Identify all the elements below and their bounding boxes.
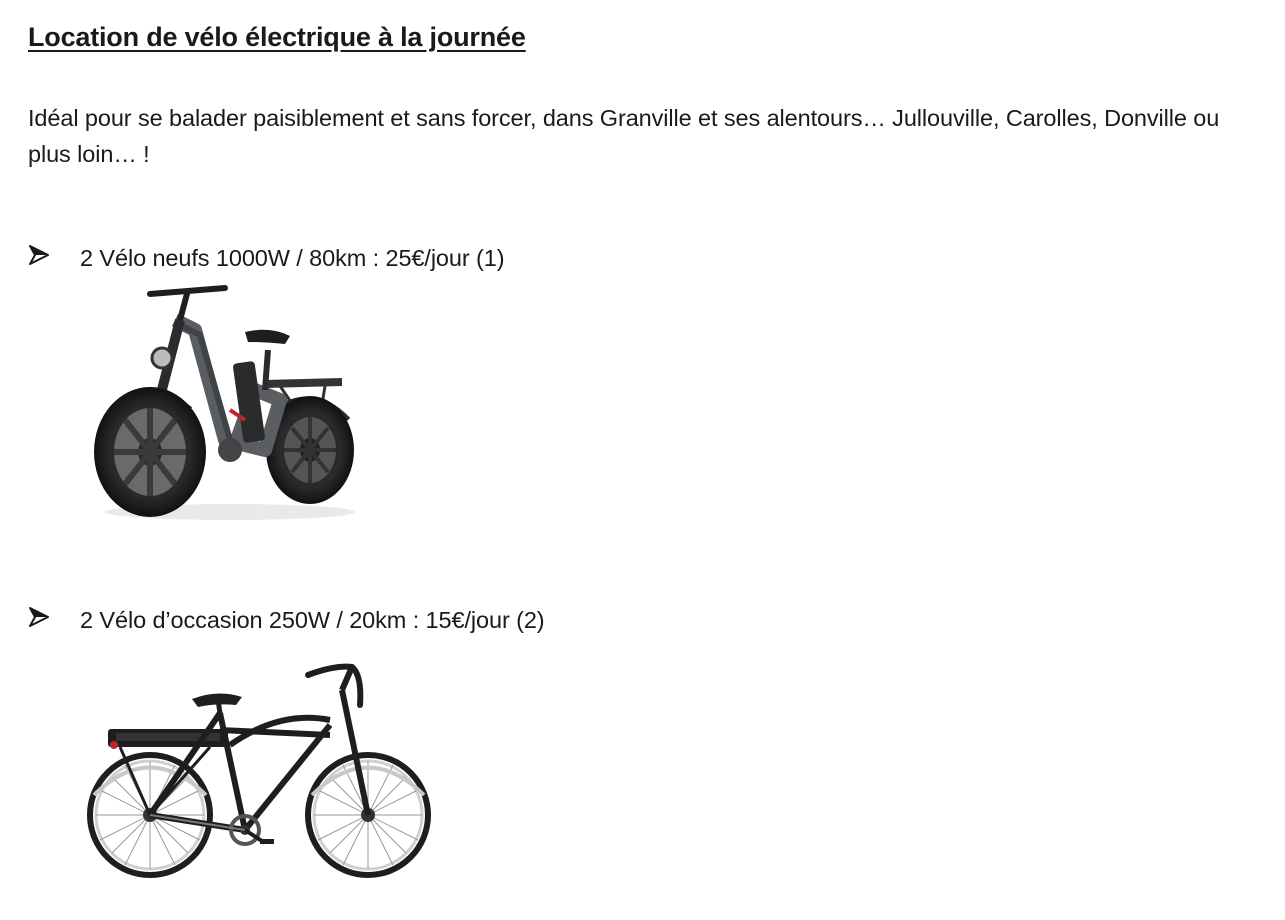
- doc-title: Location de vélo électrique à la journée: [28, 22, 526, 52]
- offer-label: 2 Vélo neufs 1000W / 80km : 25€/jour (1): [80, 244, 505, 271]
- offer-item-used-bikes: [28, 606, 545, 634]
- arrowhead-bullet-icon: [28, 244, 80, 272]
- arrowhead-bullet-icon: [28, 606, 80, 634]
- intro-paragraph: Idéal pour se balader paisiblement et sans forcer, dans Granville et ses alentours… Jullouville, Carolles, Donville ou plus loin… !: [28, 105, 1220, 167]
- city-e-bike-photo: [80, 645, 440, 890]
- offer-label: 2 Vélo d’occasion 250W / 20km : 15€/jour (2): [80, 606, 545, 633]
- fat-tire-e-bike-photo: [80, 280, 355, 525]
- offer-item-new-bikes: [28, 244, 504, 272]
